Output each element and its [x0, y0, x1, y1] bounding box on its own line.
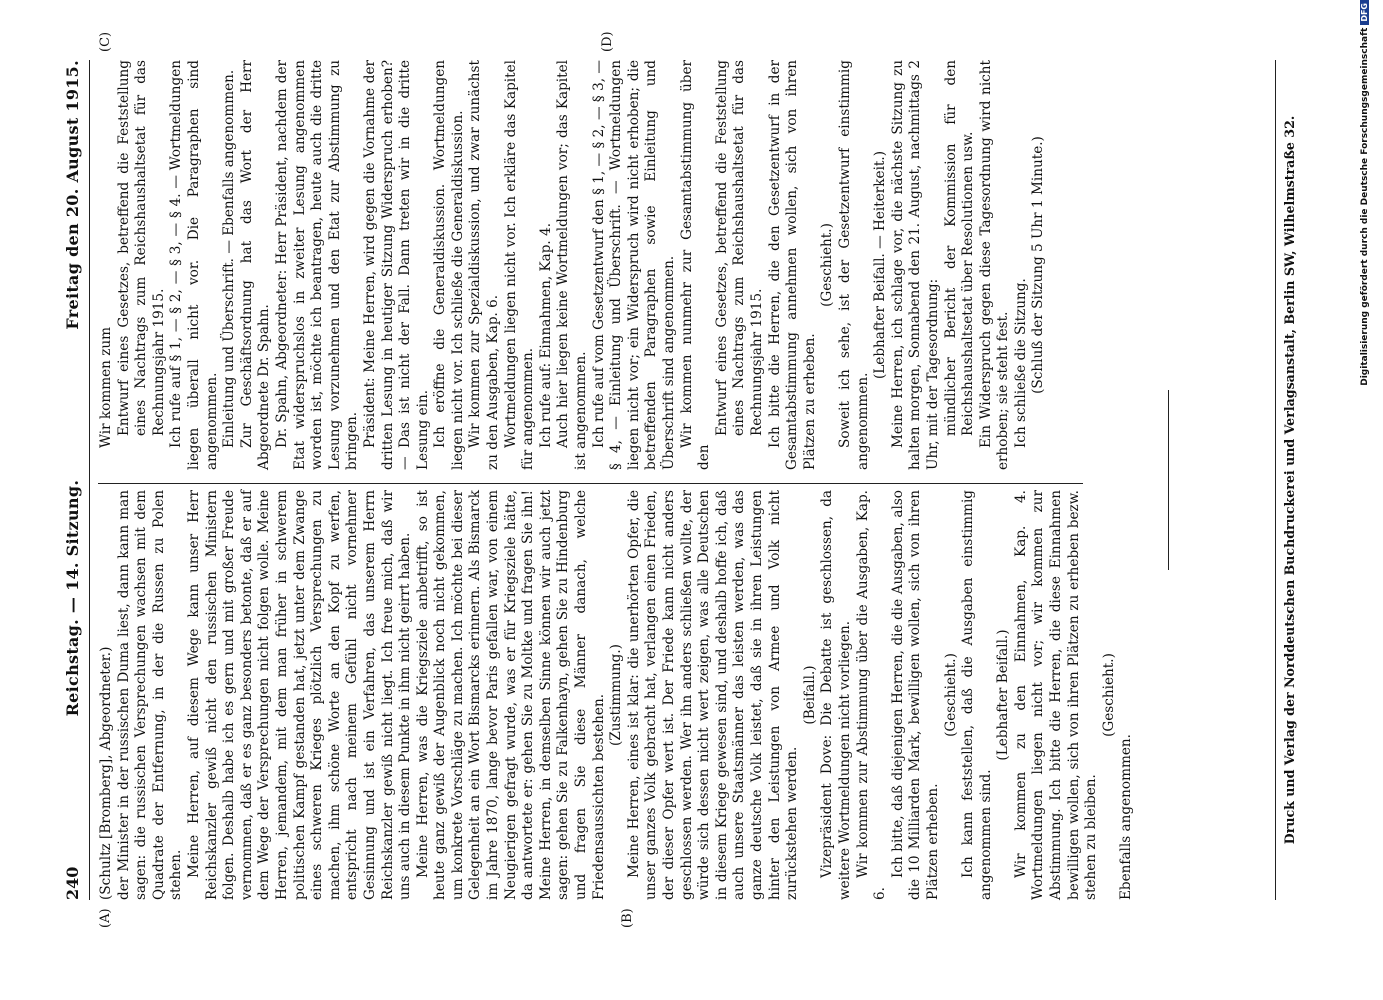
left-column-paragraph: (Beifall.) [801, 665, 818, 725]
right-column-paragraph: Entwurf eines Gesetzes, betreffend die Feststellung eines Nachtrags zum Reichshaushaltsetat für das Rechnungsjahr 1915. [115, 60, 167, 436]
left-column-paragraph: (Geschieht.) [942, 653, 959, 737]
right-column-paragraph: Wortmeldungen liegen nicht vor. Ich erkläre das Kapitel für angenommen. [502, 60, 537, 470]
left-column-paragraph: Wir kommen zur Abstimmung über die Ausgaben, Kap. 6. [854, 490, 889, 900]
left-column-paragraph: (Geschieht.) [1100, 653, 1117, 737]
margin-mark-c: (C) [98, 31, 113, 52]
right-column-paragraph: Ich rufe auf § 1, — § 2, — § 3, — § 4. — Wortmeldungen liegen überall nicht vor. Die Paragraphen sind angenommen. [168, 60, 220, 470]
header-rule [89, 60, 90, 900]
margin-mark-d: (D) [600, 31, 615, 52]
left-column-paragraph: Wir kommen zu den Einnahmen, Kap. 4. Wortmeldungen liegen nicht vor; wir kommen zur Abstimmung. Ich bitte die Herren, die diese Einnahmen bewilligen wollen, sich von ihren Plätzen zu erheben bezw. stehen zu bleiben. [1012, 490, 1100, 900]
right-column-paragraph: (Geschieht.) [819, 223, 836, 307]
right-column-paragraph: Wir kommen nunmehr zur Gesamtabstimmung über den [678, 60, 713, 470]
right-column-paragraph: Auch hier liegen keine Wortmeldungen vor; das Kapitel ist angenommen. [555, 60, 590, 470]
right-column-paragraph: Zur Geschäftsordnung hat das Wort der Herr Abgeordnete Dr. Spahn. [238, 60, 273, 470]
section-end-rule [1168, 390, 1169, 570]
header-right-title: Freitag den 20. August 1915. [62, 60, 82, 330]
left-column-paragraph: Meine Herren, was die Kriegsziele anbetrifft, so ist heute ganz gewiß der Augenblick noch nicht gekommen, um konkrete Vorschläge zu machen. Ich möchte bei dieser Gelegenheit an ein Wort Bismarcks erinnern. Als Bismarck im Jahre 1870, lange bevor Paris gefallen war, von einem Neugierigen gefragt wurde, was er für Kriegsziele hätte, da antwortete er: gehen Sie zu Moltke und fragen Sie ihn! Meine Herren, in demselben Sinne können wir auch jetzt sagen: gehen Sie zu Falkenhayn, gehen Sie zu Hindenburg und fragen Sie diese Männer danach, welche Friedensaussichten bestehen. [414, 490, 607, 900]
left-column-paragraph: Vizepräsident Dove: Die Debatte ist geschlossen, da weitere Wortmeldungen nicht vorliegen. [819, 490, 853, 900]
right-column-paragraph: Meine Herren, ich schlage vor, die nächste Sitzung zu halten morgen, Sonnabend den 21. August, nachmittags 2 Uhr, mit der Tagesordnung: [889, 60, 941, 470]
page-number: 240 [62, 866, 82, 900]
right-column-paragraph: Präsident: Meine Herren, wird gegen die Vornahme der dritten Lesung in heutiger Sitzung Widerspruch erhoben? — Das ist nicht der Fall. Dann treten wir in die dritte Lesung ein. [361, 60, 431, 470]
dfg-logo: DFG [1360, 0, 1369, 25]
left-column-paragraph: Meine Herren, eines ist klar: die unerhörten Opfer, die unser ganzes Volk gebracht hat, verlangen einen Frieden, der dieser Opfer wert ist. Der Friede kann nicht anders geschlossen werden. Wer ihn anders schließen wollte, der würde sich dessen nicht wert zeigen, was alle Deutschen in diesem Kriege gewesen sind, und deshalb hoffe ich, daß auch unsere Staatsmänner das leisten werden, was das ganze deutsche Volk leistet, daß sie in ihren Leistungen hinter den Leistungen von Armee und Volk nicht zurückstehen werden. [625, 490, 801, 900]
header-left-title: Reichstag. — 14. Sitzung. [62, 479, 82, 717]
left-column-paragraph: der Minister in der russischen Duma liest, dann kann man sagen: die russischen Versprechungen wachsen mit dem Quadrate der Entfernung, in der die Russen zu Polen stehen. [115, 490, 185, 900]
printer-imprint: Druck und Verlag der Norddeutschen Buchdruckerei und Verlagsanstalt, Berlin SW, Wilhelmstraße 32. [1282, 115, 1297, 845]
column-divider [98, 483, 1083, 484]
right-column-paragraph: Ich rufe auf: Einnahmen, Kap. 4. [537, 222, 554, 448]
right-column-paragraph: Entwurf eines Gesetzes, betreffend die Feststellung eines Nachtrags zum Reichshaushaltsetat für das Rechnungsjahr 1915. [713, 60, 765, 436]
page-header [60, 60, 84, 900]
right-column-paragraph: Ich eröffne die Generaldiskussion. Wortmeldungen liegen nicht vor. Ich schließe die Generaldiskussion. [432, 60, 466, 470]
right-column-paragraph: Ein Widerspruch gegen diese Tagesordnung wird nicht erhoben; sie steht fest. [977, 60, 1012, 470]
left-column-paragraph: (Lebhafter Beifall.) [995, 629, 1012, 761]
right-column [98, 60, 1048, 470]
digitization-note [1360, 0, 1370, 1000]
left-column-paragraph: Meine Herren, auf diesem Wege kann unser Herr Reichskanzler gewiß nicht den russischen Ministern folgen. Deshalb habe ich es gern und mit großer Freude vernommen, daß er es ganz besonders betonte, daß er auf dem Wege der Versprechungen nicht folgen wolle. Meine Herren, jemandem, mit dem man früher in schwerem politischen Kampf gestanden hat, jetzt unter dem Zwange eines schweren Krieges plötzlich Versprechungen zu machen, ihm schöne Worte an den Kopf zu werfen, entspricht nach meinem Gefühl nicht vornehmer Gesinnung und ist ein Verfahren, das unserem Herrn Reichskanzler gewiß nicht liegt. Ich freue mich, daß wir uns auch in diesem Punkte in ihm nicht geirrt haben. [185, 490, 414, 900]
left-column-paragraph: (Schultz [Bromberg], Abgeordneter.) [98, 646, 114, 900]
right-column-paragraph: (Lebhafter Beifall. — Heiterkeit.) [872, 150, 889, 380]
right-column-paragraph: Soweit ich sehe, ist der Gesetzentwurf einstimmig angenommen. [836, 60, 871, 470]
right-column-paragraph: Einleitung und Überschrift. — Ebenfalls angenommen. [221, 69, 238, 448]
footer-rule [1275, 60, 1276, 900]
left-column-paragraph: (Zustimmung.) [608, 644, 625, 746]
left-column-paragraph: Ebenfalls angenommen. [1118, 734, 1135, 900]
right-column-paragraph: (Schluß der Sitzung 5 Uhr 1 Minute.) [1030, 136, 1047, 394]
right-column-paragraph: Ich schließe die Sitzung. [1012, 278, 1029, 448]
left-column [98, 490, 1136, 900]
right-column-paragraph: Dr. Spahn, Abgeordneter: Herr Präsident, nachdem der Etat widerspruchslos in zweiter Lesung angenommen worden ist, möchte ich beantragen, heute auch die dritte Lesung vorzunehmen und den Etat zur Abstimmung zu bringen. [273, 60, 361, 470]
digitization-text: Digitalisierung gefördert durch die Deutsche Forschungsgemeinschaft [1360, 27, 1370, 386]
margin-mark-b: (B) [620, 908, 635, 928]
right-column-paragraph: Wir kommen zum [98, 326, 114, 448]
left-column-paragraph: Ich bitte, daß diejenigen Herren, die die Ausgaben, also die 10 Milliarden Mark, bewilligen wollen, sich von ihren Plätzen erheben. [889, 490, 941, 900]
left-column-paragraph: Ich kann feststellen, daß die Ausgaben einstimmig angenommen sind. [960, 490, 994, 900]
margin-mark-a: (A) [98, 908, 113, 928]
right-column-paragraph: mündlicher Bericht der Kommission für den Reichshaushaltsetat über Resolutionen usw. [942, 60, 977, 436]
right-column-paragraph: Wir kommen zur Spezialdiskussion, und zwar zunächst zu den Ausgaben, Kap. 6. [467, 60, 502, 470]
right-column-paragraph: Ich rufe auf vom Gesetzentwurf den § 1, — § 2, — § 3, — § 4, — Einleitung und Überschrift. — Wortmeldungen liegen nicht vor; ein Widerspruch wird nicht erhoben; die betreffenden Paragraphen sowie Einleitung und Überschrift sind angenommen. [590, 60, 677, 470]
right-column-paragraph: Ich bitte die Herren, die den Gesetzentwurf in der Gesamtabstimmung annehmen wollen, sich von ihren Plätzen zu erheben. [766, 60, 818, 470]
